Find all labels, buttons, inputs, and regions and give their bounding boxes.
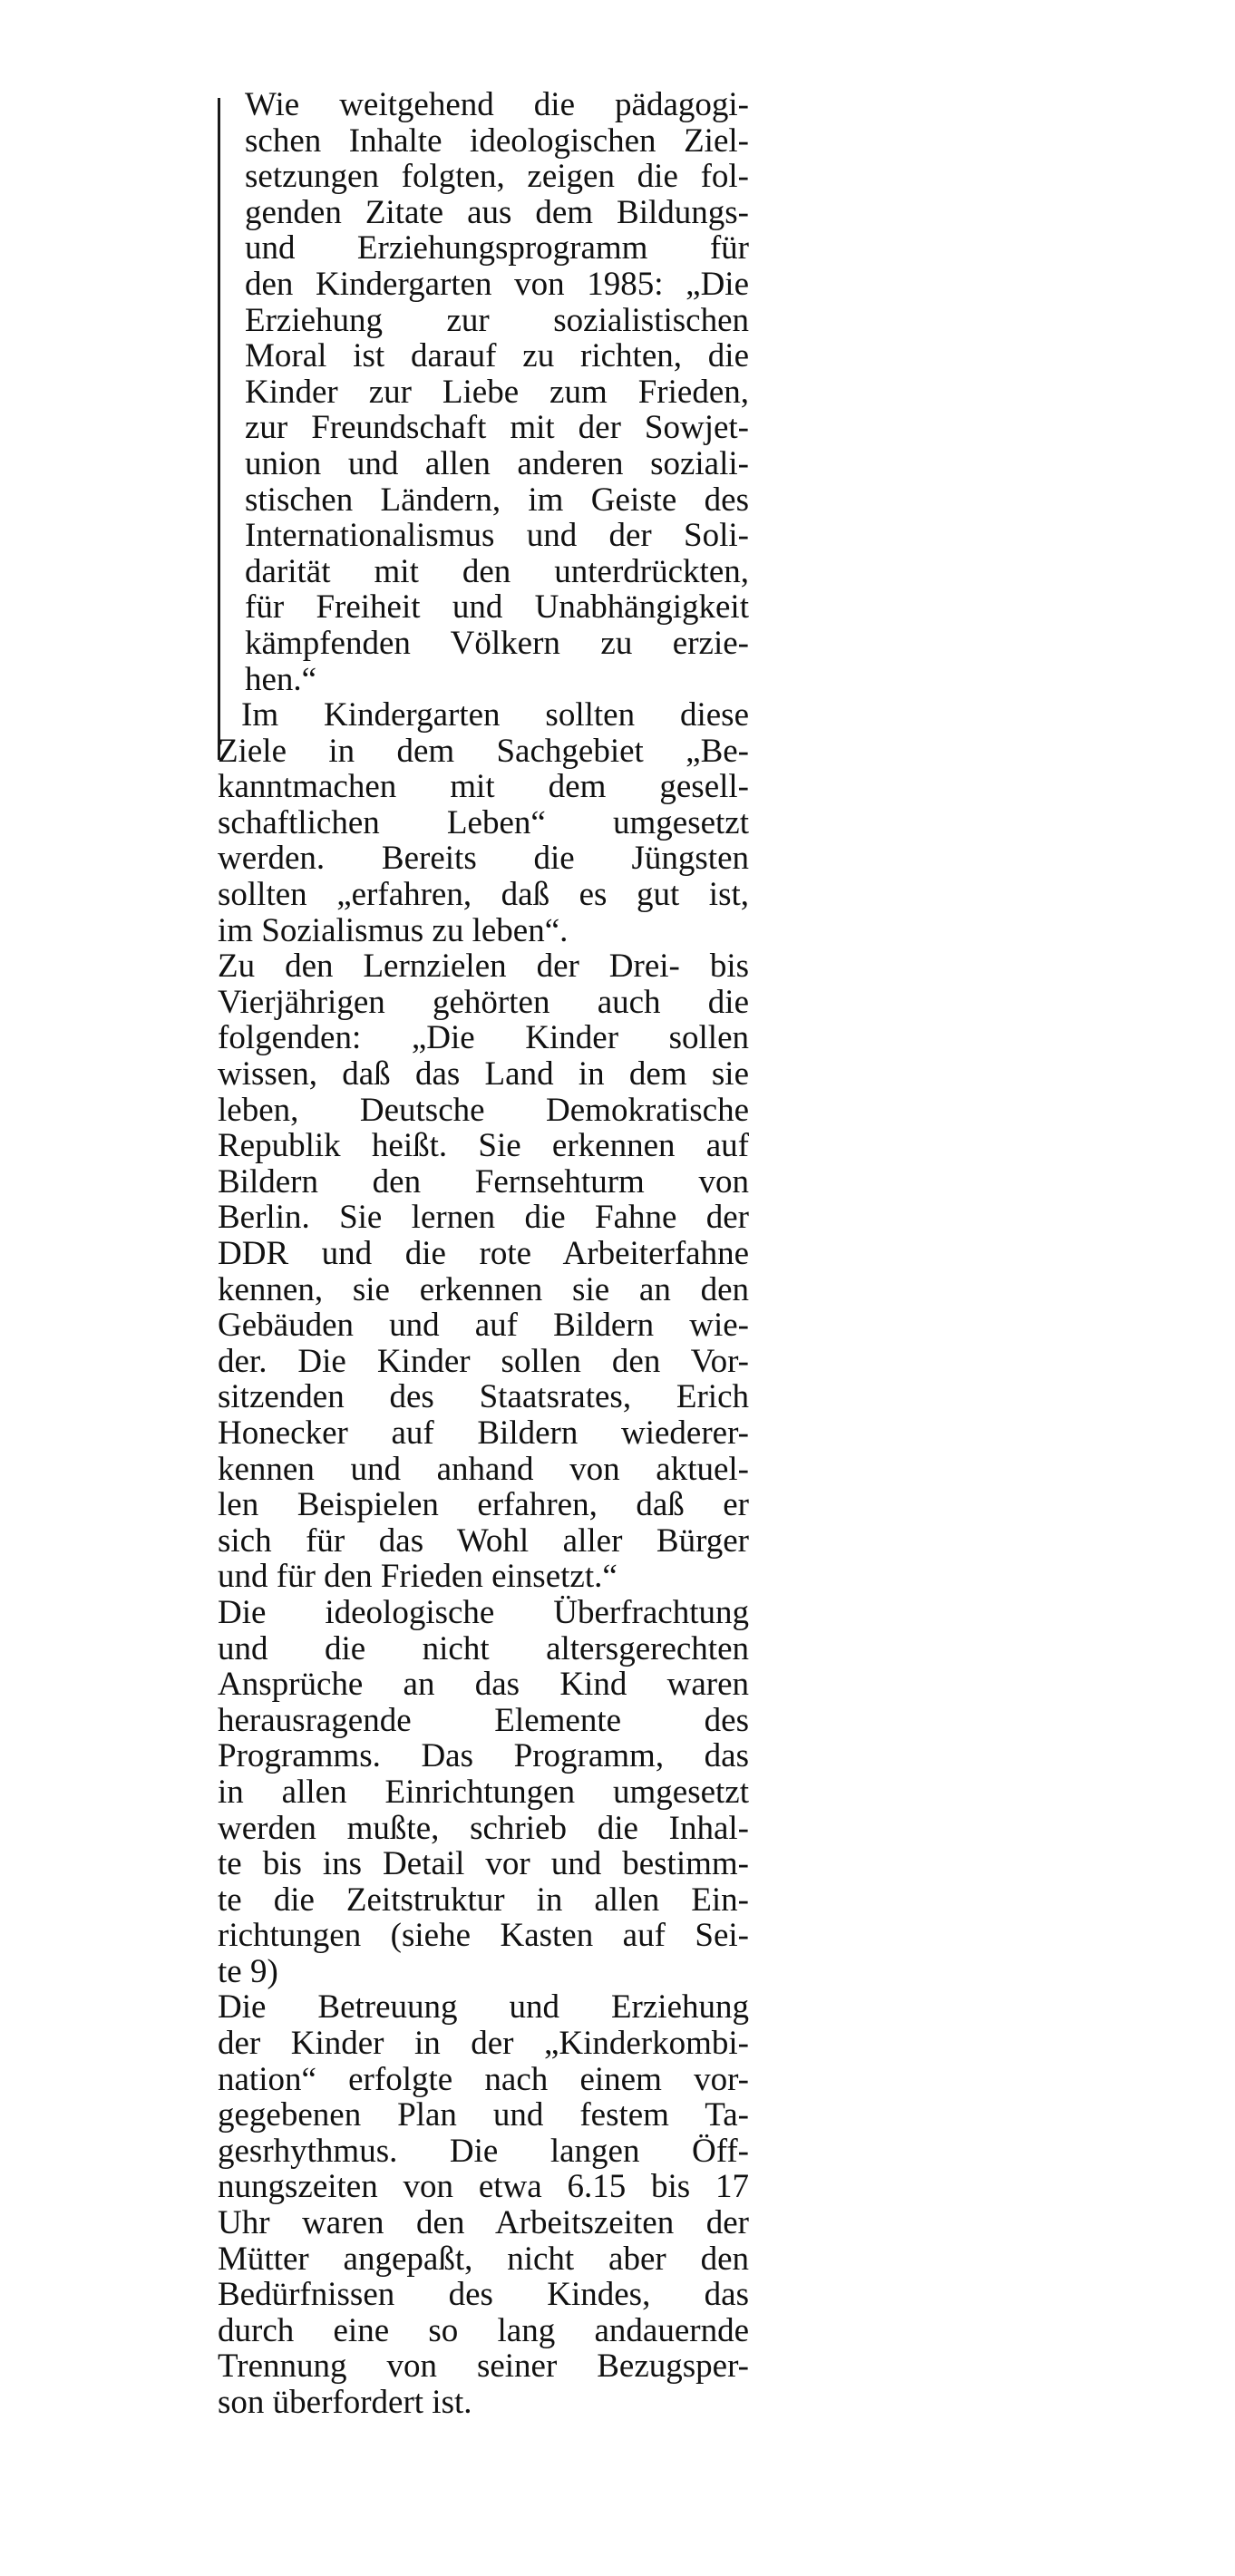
- text-line: Trennung von seiner Bezugsper-: [218, 2348, 749, 2386]
- paragraph-kindergarten-goals-intro: [205, 697, 749, 734]
- text-line: werden mußte, schrieb die Inhal-: [218, 1809, 749, 1847]
- text-line: durch eine so lang andauernde: [218, 2311, 749, 2349]
- text-line: Moral ist darauf zu richten, die: [245, 337, 749, 375]
- text-line: kennen, sie erkennen sie an den: [218, 1270, 749, 1308]
- text-line: sitzenden des Staatsrates, Erich: [218, 1378, 749, 1416]
- text-line: werden. Bereits die Jüngsten: [218, 840, 749, 878]
- text-line: union und allen anderen soziali-: [245, 444, 749, 482]
- text-line: Gebäuden und auf Bildern wie-: [218, 1307, 749, 1345]
- text-line: nation“ erfolgte nach einem vor-: [218, 2060, 749, 2098]
- text-line: setzungen folgten, zeigen die fol-: [245, 158, 749, 196]
- text-line: te 9): [218, 1952, 278, 1990]
- text-line: gesrhythmus. Die langen Öff-: [218, 2132, 749, 2170]
- paragraph-care-schedule: [205, 1989, 749, 2420]
- text-line: darität mit den unterdrückten,: [245, 552, 749, 590]
- text-line: sich für das Wohl aller Bürger: [218, 1521, 749, 1560]
- text-line: Vierjährigen gehörten auch die: [218, 983, 749, 1021]
- text-line: Berlin. Sie lernen die Fahne der: [218, 1199, 749, 1237]
- text-line: Erziehung zur sozialistischen: [245, 301, 749, 339]
- text-line: leben, Deutsche Demokratische: [218, 1091, 749, 1129]
- text-line: und Erziehungsprogramm für: [245, 229, 749, 267]
- text-line: Mütter angepaßt, nicht aber den: [218, 2240, 749, 2278]
- text-line: hen.“: [245, 660, 317, 698]
- paragraph-ideological-overload: [205, 1595, 749, 1990]
- text-line: gegebenen Plan und festem Ta-: [218, 2096, 749, 2134]
- text-line: Zu den Lernzielen der Drei- bis: [218, 948, 749, 986]
- text-line: und für den Frieden einsetzt.“: [218, 1558, 618, 1596]
- paragraph-learning-goals: [205, 948, 749, 1595]
- text-line: genden Zitate aus dem Bildungs-: [245, 193, 749, 231]
- text-line: Die ideologische Überfrachtung: [218, 1593, 749, 1631]
- text-line: schaftlichen Leben“ umgesetzt: [218, 803, 749, 841]
- text-line: te die Zeitstruktur in allen Ein-: [218, 1881, 749, 1919]
- text-line: Wie weitgehend die pädagogi-: [245, 86, 749, 123]
- text-line: in allen Einrichtungen umgesetzt: [218, 1773, 749, 1811]
- text-line: Kinder zur Liebe zum Frieden,: [245, 373, 749, 411]
- text-line: zur Freundschaft mit der Sowjet-: [245, 409, 749, 447]
- paragraph-subject-area: [205, 734, 749, 949]
- text-line: Uhr waren den Arbeitszeiten der: [218, 2204, 749, 2242]
- article-column: [205, 87, 749, 2421]
- text-line: Ziele in dem Sachgebiet „Be-: [218, 732, 749, 770]
- text-line: richtungen (siehe Kasten auf Sei-: [218, 1917, 749, 1955]
- text-line: nungszeiten von etwa 6.15 bis 17: [218, 2168, 749, 2206]
- text-line: Bildern den Fernsehturm von: [218, 1162, 749, 1201]
- text-line: im Sozialismus zu leben“.: [218, 911, 569, 949]
- text-line: Internationalismus und der Soli-: [245, 517, 749, 555]
- text-line: Programms. Das Programm, das: [218, 1737, 749, 1775]
- text-line: Honecker auf Bildern wiederer-: [218, 1414, 749, 1452]
- text-line: für Freiheit und Unabhängigkeit: [245, 588, 749, 627]
- text-line: folgenden: „Die Kinder sollen: [218, 1019, 749, 1057]
- text-line: schen Inhalte ideologischen Ziel-: [245, 122, 749, 160]
- text-line: sollten „erfahren, daß es gut ist,: [218, 876, 749, 914]
- text-line: kanntmachen mit dem gesell-: [218, 768, 749, 806]
- text-line: len Beispielen erfahren, daß er: [218, 1486, 749, 1524]
- text-line: und die nicht altersgerechten: [218, 1629, 749, 1667]
- paragraph-kindergarten-program: [205, 87, 749, 697]
- text-line: wissen, daß das Land in dem sie: [218, 1055, 749, 1094]
- text-line: Bedürfnissen des Kindes, das: [218, 2276, 749, 2314]
- text-line: herausragende Elemente des: [218, 1701, 749, 1739]
- text-line: Republik heißt. Sie erkennen auf: [218, 1127, 749, 1165]
- text-line: kämpfenden Völkern zu erzie-: [245, 624, 749, 662]
- text-line: Im Kindergarten sollten diese: [241, 696, 749, 734]
- text-line: stischen Ländern, im Geiste des: [245, 481, 749, 519]
- text-line: son überfordert ist.: [218, 2384, 472, 2421]
- text-line: kennen und anhand von aktuel-: [218, 1450, 749, 1488]
- text-line: Ansprüche an das Kind waren: [218, 1666, 749, 1704]
- text-line: te bis ins Detail vor und bestimm-: [218, 1845, 749, 1883]
- text-line: der Kinder in der „Kinderkombi-: [218, 2025, 749, 2063]
- text-line: Die Betreuung und Erziehung: [218, 1988, 749, 2027]
- text-line: den Kindergarten von 1985: „Die: [245, 265, 749, 303]
- text-line: DDR und die rote Arbeiterfahne: [218, 1235, 749, 1272]
- text-line: der. Die Kinder sollen den Vor-: [218, 1342, 749, 1380]
